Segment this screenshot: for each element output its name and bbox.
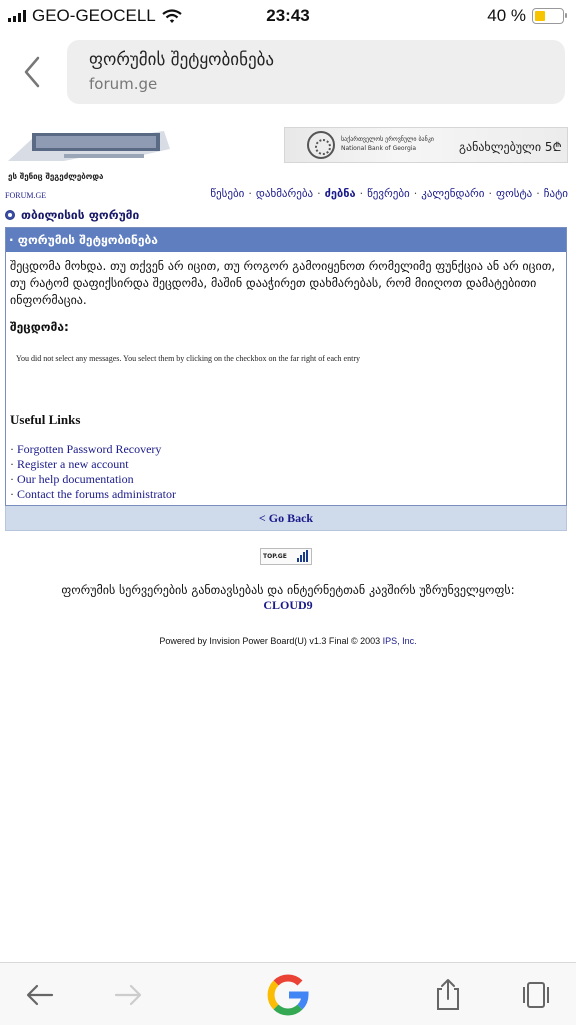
tabs-icon[interactable]: [518, 977, 554, 1013]
nav-separator: ·: [536, 187, 540, 200]
list-item: · Our help documentation: [10, 472, 134, 486]
top-nav: [210, 187, 568, 200]
link-register[interactable]: Register a new account: [17, 457, 129, 471]
page-title: ფორუმის შეტყობინება: [89, 50, 275, 70]
useful-links-title: Useful Links: [10, 412, 81, 427]
forward-arrow-icon[interactable]: [110, 977, 146, 1013]
clock: 23:43: [266, 6, 310, 25]
error-message: შეცდომა მოხდა. თუ თქვენ არ იცით, თუ როგორ გამოიყენოთ რომელიმე ფუნქცია ან არ იცით, თუ რატომ დაფიქსირდა შეცდომა, მაშინ დააჭირეთ დახმარებას, რომ მიიღოთ დამატებითი ინფორმაცია.: [10, 259, 556, 307]
provider-text: ფორუმის სერვერების განთავსებას და ინტერნეტთან კავშირს უზრუნველყოფს:: [61, 583, 515, 597]
google-icon[interactable]: [266, 973, 310, 1017]
breadcrumb-link[interactable]: თბილისის ფორუმი: [21, 208, 140, 222]
status-bar: [0, 0, 576, 32]
error-detail: You did not select any messages. You select them by clicking on the checkbox on the far right of each entry: [16, 354, 360, 363]
share-icon[interactable]: [430, 977, 466, 1013]
message-box-header: · ფორუმის შეტყობინება: [6, 228, 566, 252]
list-item: · Forgotten Password Recovery: [10, 442, 162, 456]
logo-subtitle: ეს შენიც შეგეძლებოდა: [8, 172, 104, 181]
link-password-recovery[interactable]: Forgotten Password Recovery: [17, 442, 162, 456]
nav-rules[interactable]: წესები: [210, 187, 245, 200]
status-right: [487, 6, 564, 26]
topge-counter[interactable]: [260, 548, 312, 565]
bullet-icon: [5, 210, 15, 220]
list-item: · Register a new account: [10, 457, 129, 471]
nav-separator: ·: [317, 187, 321, 200]
nav-members[interactable]: წევრები: [367, 187, 410, 200]
error-label: შეცდომა:: [10, 320, 69, 334]
bar-chart-icon: [297, 550, 308, 562]
nav-separator: ·: [413, 187, 418, 200]
topge-label: TOP.GE: [263, 553, 287, 560]
breadcrumb: [5, 206, 139, 224]
bank-seal-icon: [307, 131, 335, 159]
nav-separator: ·: [359, 187, 364, 200]
nav-separator: ·: [248, 187, 252, 200]
ips-link[interactable]: IPS, Inc.: [382, 636, 417, 646]
powered-text: Powered by Invision Power Board(U) v1.3 Final © 2003: [159, 636, 381, 646]
browser-toolbar: [0, 962, 576, 1025]
link-help-docs[interactable]: Our help documentation: [17, 472, 134, 486]
nav-search[interactable]: ძებნა: [324, 187, 356, 200]
banner-bank-line1: საქართველოს ეროვნული ბანკი: [341, 136, 434, 143]
nav-calendar[interactable]: კალენდარი: [421, 187, 485, 200]
page-url: forum.ge: [89, 75, 158, 93]
go-back-button[interactable]: < Go Back: [5, 506, 567, 531]
nav-separator: ·: [488, 187, 492, 200]
battery-icon: [532, 8, 564, 24]
carrier-name: GEO-GEOCELL: [32, 6, 156, 25]
link-contact-admin[interactable]: Contact the forums administrator: [17, 487, 176, 501]
banner-text: განახლებული 5₾: [459, 140, 562, 154]
nav-chat[interactable]: ჩატი: [543, 187, 568, 200]
powered-by: [0, 636, 576, 646]
provider-link[interactable]: CLOUD9: [263, 598, 313, 612]
back-chevron-icon[interactable]: [18, 54, 48, 90]
nav-mail[interactable]: ფოსტა: [496, 187, 533, 200]
nav-help[interactable]: დახმარება: [255, 187, 314, 200]
banner-bank-line2: National Bank of Georgia: [341, 145, 417, 152]
useful-links-list: [10, 442, 176, 502]
message-box: [5, 227, 567, 506]
ad-banner[interactable]: [284, 127, 568, 163]
battery-percent: 40 %: [487, 6, 526, 25]
list-item: · Contact the forums administrator: [10, 487, 176, 501]
address-bar[interactable]: [67, 40, 565, 104]
forum-logo[interactable]: [4, 127, 174, 167]
forum-label[interactable]: FORUM.GE: [5, 191, 47, 200]
back-arrow-icon[interactable]: [22, 977, 58, 1013]
